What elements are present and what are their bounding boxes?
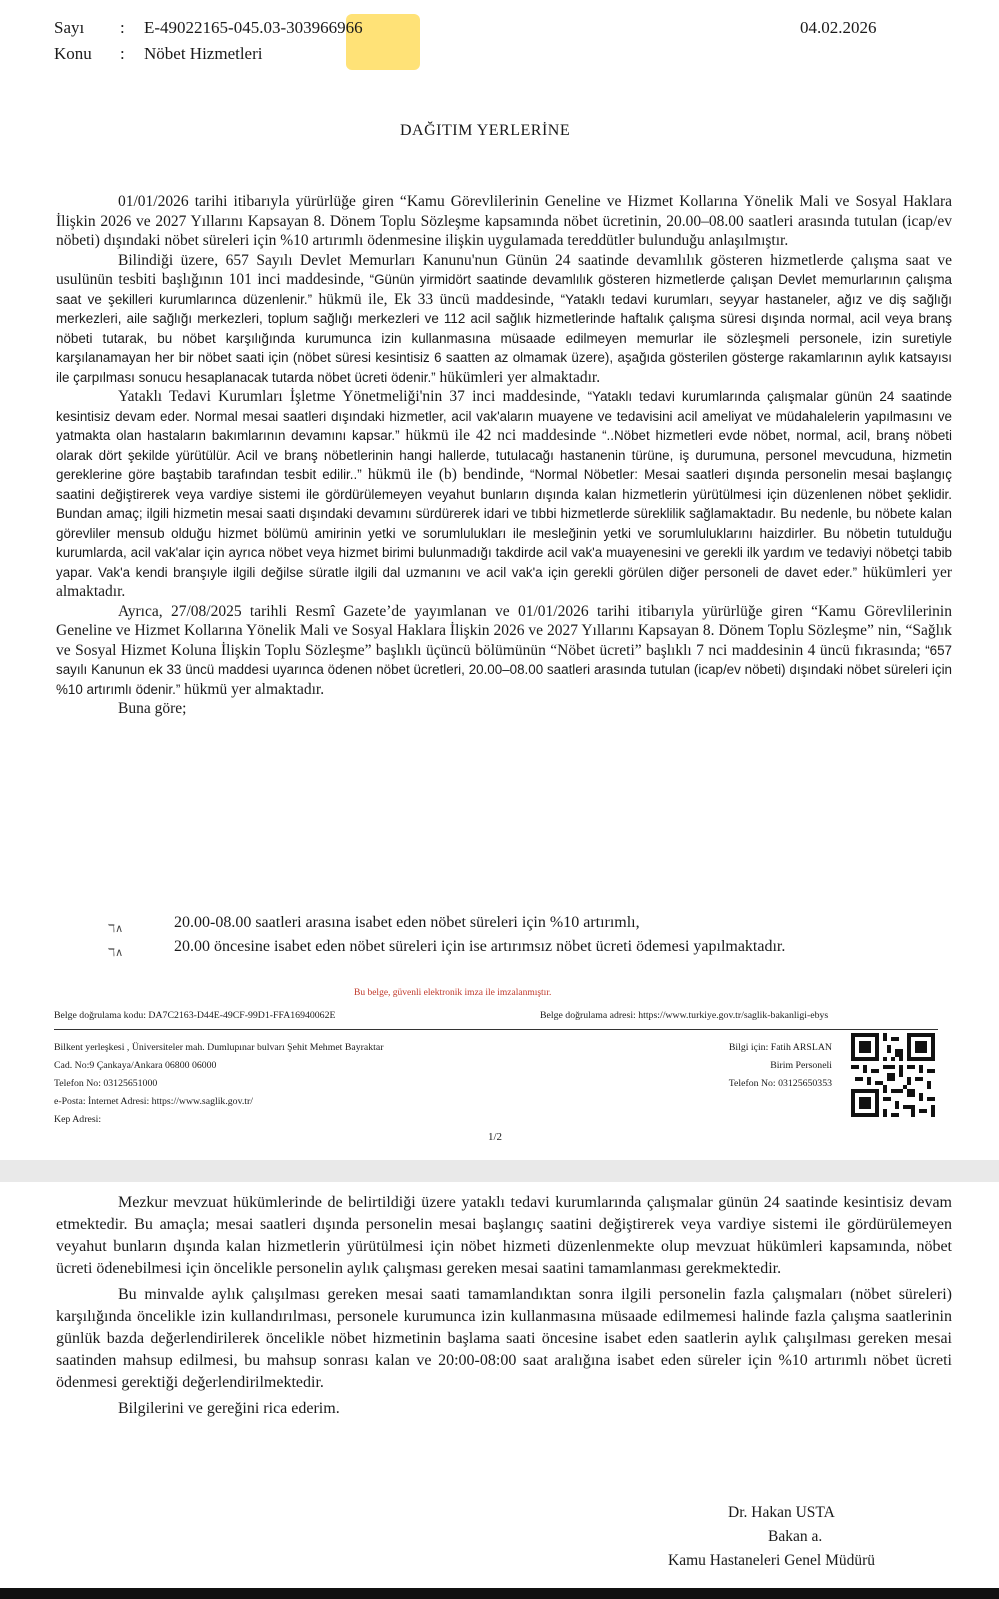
quote-toplu-sozlesme: “657 sayılı Kanunun ek 33 üncü maddesi uyarınca ödenen nöbet ücretleri, 20.00–08.00 saatleri arasında tutulan (icap/ev nöbeti) dışındaki nöbet süreleri için %10 artırımlı ödenir.” bbox=[56, 642, 952, 697]
paragraph-4-end: hükmü yer almaktadır. bbox=[180, 680, 325, 698]
quote-normal-nobetler: “Normal Nöbetler: Mesai saatleri dışında personelin mesai başlangıç saatini değiştirerek veya vardiye sistemi ile gördürülemeyen veyahut bunların dışında kalan hizmetlerin yürütülmesi için düzenlenen nöbet şeklidir. Bundan amaç; ilgili hizmetin mesai saati dışındaki devamını sürdürerek idari ve tıbbi hizmetlerde süreklilik sağlamaktadır. Bu nedenle, bu nöbete kalan görevliler mensub olduğu hizmet bölümü amirinin yetki ve sorumlulukları ile mesleğinin yetki ve sorumluluklarını haizdirler. Bu nöbetin tutulduğu kurumlarda, acil vak'alar için ayrıca nöbet veya hizmet birimi bulunmadığı takdirde acil vak'a muayenesini ve gerekli ilk yardım ve tedaviyi nöbetçi tabib yapar. Vak'a kendi branşıyle ilgili değilse süratle ilgili dal uzmanını ve acil vak'a için gerekli görülen diğer personeli de davet eder.” bbox=[56, 467, 952, 580]
bullet-icon: ℸ∧ bbox=[108, 947, 124, 959]
bullet-item-1: 20.00-08.00 saatleri arasına isabet eden nöbet süreleri için %10 artırımlı, bbox=[174, 914, 640, 931]
paragraph-4 bbox=[56, 602, 952, 700]
footer-address-1: Bilkent yerleşkesi , Üniversiteler mah. Dumlupınar bulvarı Şehit Mehmet Bayraktar bbox=[54, 1042, 384, 1053]
document-page-2 bbox=[8, 1182, 992, 1590]
konu-separator: : bbox=[120, 44, 125, 63]
document-title: DAĞITIM YERLERİNE bbox=[400, 122, 571, 139]
page-number: 1/2 bbox=[488, 1131, 503, 1143]
verification-address: Belge doğrulama adresi: https://www.turkiye.gov.tr/saglik-bakanligi-ebys bbox=[540, 1010, 829, 1021]
bullet-item-2: 20.00 öncesine isabet eden nöbet süreleri için ise artırımsız nöbet ücreti ödemesi yapılmaktadır. bbox=[174, 938, 786, 955]
paragraph-4-intro: Ayrıca, 27/08/2025 tarihli Resmî Gazete’de yayımlanan ve 01/01/2026 tarihi itibarıyla yürürlüğe giren “Kamu Görevlilerinin Geneline ve Hizmet Kollarına Yönelik Mali ve Sosyal Haklara İlişkin 2026 ve 2027 Yıllarını Kapsayan 8. Dönem Toplu Sözleşme” nin, “Sağlık ve Sosyal Hizmet Koluna İlişkin Toplu Sözleşme” başlıklı üçüncü bölümünün “Nöbet ücreti” başlıklı 7 nci maddesinin 4 üncü fıkrasında; bbox=[56, 602, 952, 659]
signatory-capacity: Bakan a. bbox=[768, 1528, 823, 1545]
quote-article-37: “Yataklı tedavi kurumlarında çalışmalar günün 24 saatinde kesintisiz devam eder. Normal mesai saatleri dışındaki hizmetler, acil vak'aların muayene ve tedavisini acil ameliyat ve müdahalelerin yapılmasını ve yatmakta olan hastaların bakımlarının devamını kapsar.” bbox=[56, 389, 952, 443]
sayi-separator: : bbox=[120, 18, 125, 37]
contact-person: Bilgi için: Fatih ARSLAN bbox=[728, 1042, 832, 1053]
screen-bottom-edge bbox=[0, 1588, 999, 1599]
quote-article-101: “Günün yirmidört saatinde devamlılık gösteren hizmetlerde çalışan Devlet memurlarının çalışma saat ve şekilleri kurumlarınca düzenlenir.” bbox=[56, 272, 953, 307]
signatory-name: Dr. Hakan USTA bbox=[728, 1504, 835, 1521]
konu-label: Konu bbox=[54, 44, 92, 63]
paragraph-1: 01/01/2026 tarihi itibarıyla yürürlüğe giren “Kamu Görevlilerinin Geneline ve Hizmet Kollarına Yönelik Mali ve Sosyal Haklara İlişkin 2026 ve 2027 Yıllarını Kapsayan 8. Dönem Toplu Sözleşme kapsamında nöbet ücretinin, 20.00–08.00 saatleri arasında tutulan (icap/ev nöbeti) dışındaki nöbet süreleri için %10 artırımlı ödenmesine ilişkin uygulamada tereddütler bulunduğu anlaşılmıştır. bbox=[56, 193, 952, 249]
paragraph-3-link: hükmü ile 42 nci maddesinde bbox=[399, 427, 603, 444]
footer-phone: Telefon No: 03125651000 bbox=[54, 1078, 158, 1089]
paragraph-3-link-2: hükmü ile (b) bendinde, bbox=[361, 466, 531, 483]
footer-address-2: Cad. No:9 Çankaya/Ankara 06800 06000 bbox=[54, 1060, 217, 1071]
footer-web: e-Posta: İnternet Adresi: https://www.saglik.gov.tr/ bbox=[54, 1096, 253, 1107]
paragraph-2-end: hükümleri yer almaktadır. bbox=[435, 368, 601, 386]
sayi-label: Sayı bbox=[54, 18, 85, 37]
bullet-icon: ℸ∧ bbox=[108, 923, 124, 935]
qr-code-icon bbox=[851, 1033, 935, 1117]
buna-gore: Buna göre; bbox=[118, 700, 187, 717]
document-subject: Nöbet Hizmetleri bbox=[144, 44, 263, 63]
paragraph-2-link: hükmü ile, Ek 33 üncü maddesinde, bbox=[312, 290, 561, 308]
footer-kep: Kep Adresi: bbox=[54, 1114, 102, 1125]
paragraph-3 bbox=[56, 387, 952, 602]
paragraph-3-intro: Yataklı Tedavi Kurumları İşletme Yönetmeliği'nin 37 inci maddesinde, bbox=[118, 388, 588, 405]
page2-paragraph-1: Mezkur mevzuat hükümlerinde de belirtildiği üzere yataklı tedavi kurumlarında çalışmalar günün 24 saatinde kesintisiz devam etmektedir. Bu amaçla; mesai saatleri dışında personelin mesai başlangıç saatini değiştirerek veya vardiye sistemi ile gördürülemeyen veyahut bunların dışında kalan hizmetlerin yürütülmesi için nöbet hizmeti düzenlenmekte olup mevzuat hükümleri kapsamında, nöbet ücreti ödenebilmesi için öncelikle personelin aylık çalışması gereken mesai saatini tamamlanması gerekmektedir. bbox=[56, 1194, 952, 1277]
document-page-1 bbox=[8, 0, 992, 1160]
footer-divider bbox=[54, 1029, 938, 1030]
page-separator bbox=[0, 1160, 999, 1182]
document-date: 04.02.2026 bbox=[800, 18, 877, 37]
page2-paragraph-3: Bilgilerini ve gereğini rica ederim. bbox=[118, 1400, 340, 1417]
document-number: E-49022165-045.03-303966966 bbox=[144, 18, 363, 37]
page2-paragraph-2: Bu minvalde aylık çalışılması gereken mesai saati tamamlandıktan sonra ilgili personelin fazla çalışmaları (nöbet süreleri) karşılığında öncelikle izin kullandırılması, personele kurumunca izin kullanmasına müsaade edilmemesi halinde fazla çalışma saatlerinin günlük bazda değerlendirilerek öncelikle nöbet hizmetinin başlama saati öncesine isabet eden saatlerin aylık çalışılması gereken mesai saatinden mahsup edilmesi, bu mahsup sonrası kalan ve 20:00-08:00 saat aralığına isabet eden süreler için %10 artırımlı nöbet ücreti ödenmesi gerektiği değerlendirilmektedir. bbox=[56, 1286, 952, 1391]
quote-article-42: “..Nöbet hizmetleri evde nöbet, normal, acil, branş nöbeti olarak dört şekilde yürütülür. Acil ve branş nöbetlerinin hangi hallerde, tutulacağı hastanenin türüne, iş durumuna, personel mevcuduna, hizmetin gereklerine göre baştabib tarafından tesbit edilir..” bbox=[56, 428, 952, 482]
verification-code: Belge doğrulama kodu: DA7C2163-D44E-49CF-99D1-FFA16940062E bbox=[54, 1010, 336, 1021]
signatory-title: Kamu Hastaneleri Genel Müdürü bbox=[668, 1552, 876, 1569]
body-text-page1 bbox=[56, 192, 952, 719]
quote-article-ek33: “Yataklı tedavi kurumları, seyyar hastaneler, ağız ve diş sağlığı merkezleri, aile sağlığı merkezleri, toplum sağlığı merkezleri ve 112 acil sağlık hizmetlerinde haftalık çalışma süresi dışında normal, acil veya branş nöbeti tutarak, bu nöbet karşılığında kurumunca izin kullanmasına müsaade edilmeyen memurlar ile sözleşmeli personele, izin suretiyle karşılanamayan her bir nöbet saati için (nöbet süresi kesintisiz 6 saatten az olmamak üzere), aşağıda gösterilen gösterge rakamlarının aylık katsayısı ile çarpılması sonucu hesaplanacak tutarda nöbet ücreti ödenir.” bbox=[56, 291, 952, 385]
paragraph-2-intro: Bilindiği üzere, 657 Sayılı Devlet Memurları Kanunu'nun Günün 24 saatinde devamlılık gösteren hizmetlerde çalışma saat ve usulünün tesbiti başlığının 101 inci maddesinde, bbox=[56, 251, 952, 288]
paragraph-2 bbox=[56, 251, 952, 388]
contact-phone: Telefon No: 03125650353 bbox=[728, 1078, 832, 1089]
contact-role: Birim Personeli bbox=[770, 1060, 832, 1071]
body-text-page2 bbox=[56, 1192, 952, 1420]
esignature-notice: Bu belge, güvenli elektronik imza ile imzalanmıştır. bbox=[354, 988, 552, 998]
paragraph-3-end: hükümleri yer almaktadır. bbox=[56, 563, 952, 600]
